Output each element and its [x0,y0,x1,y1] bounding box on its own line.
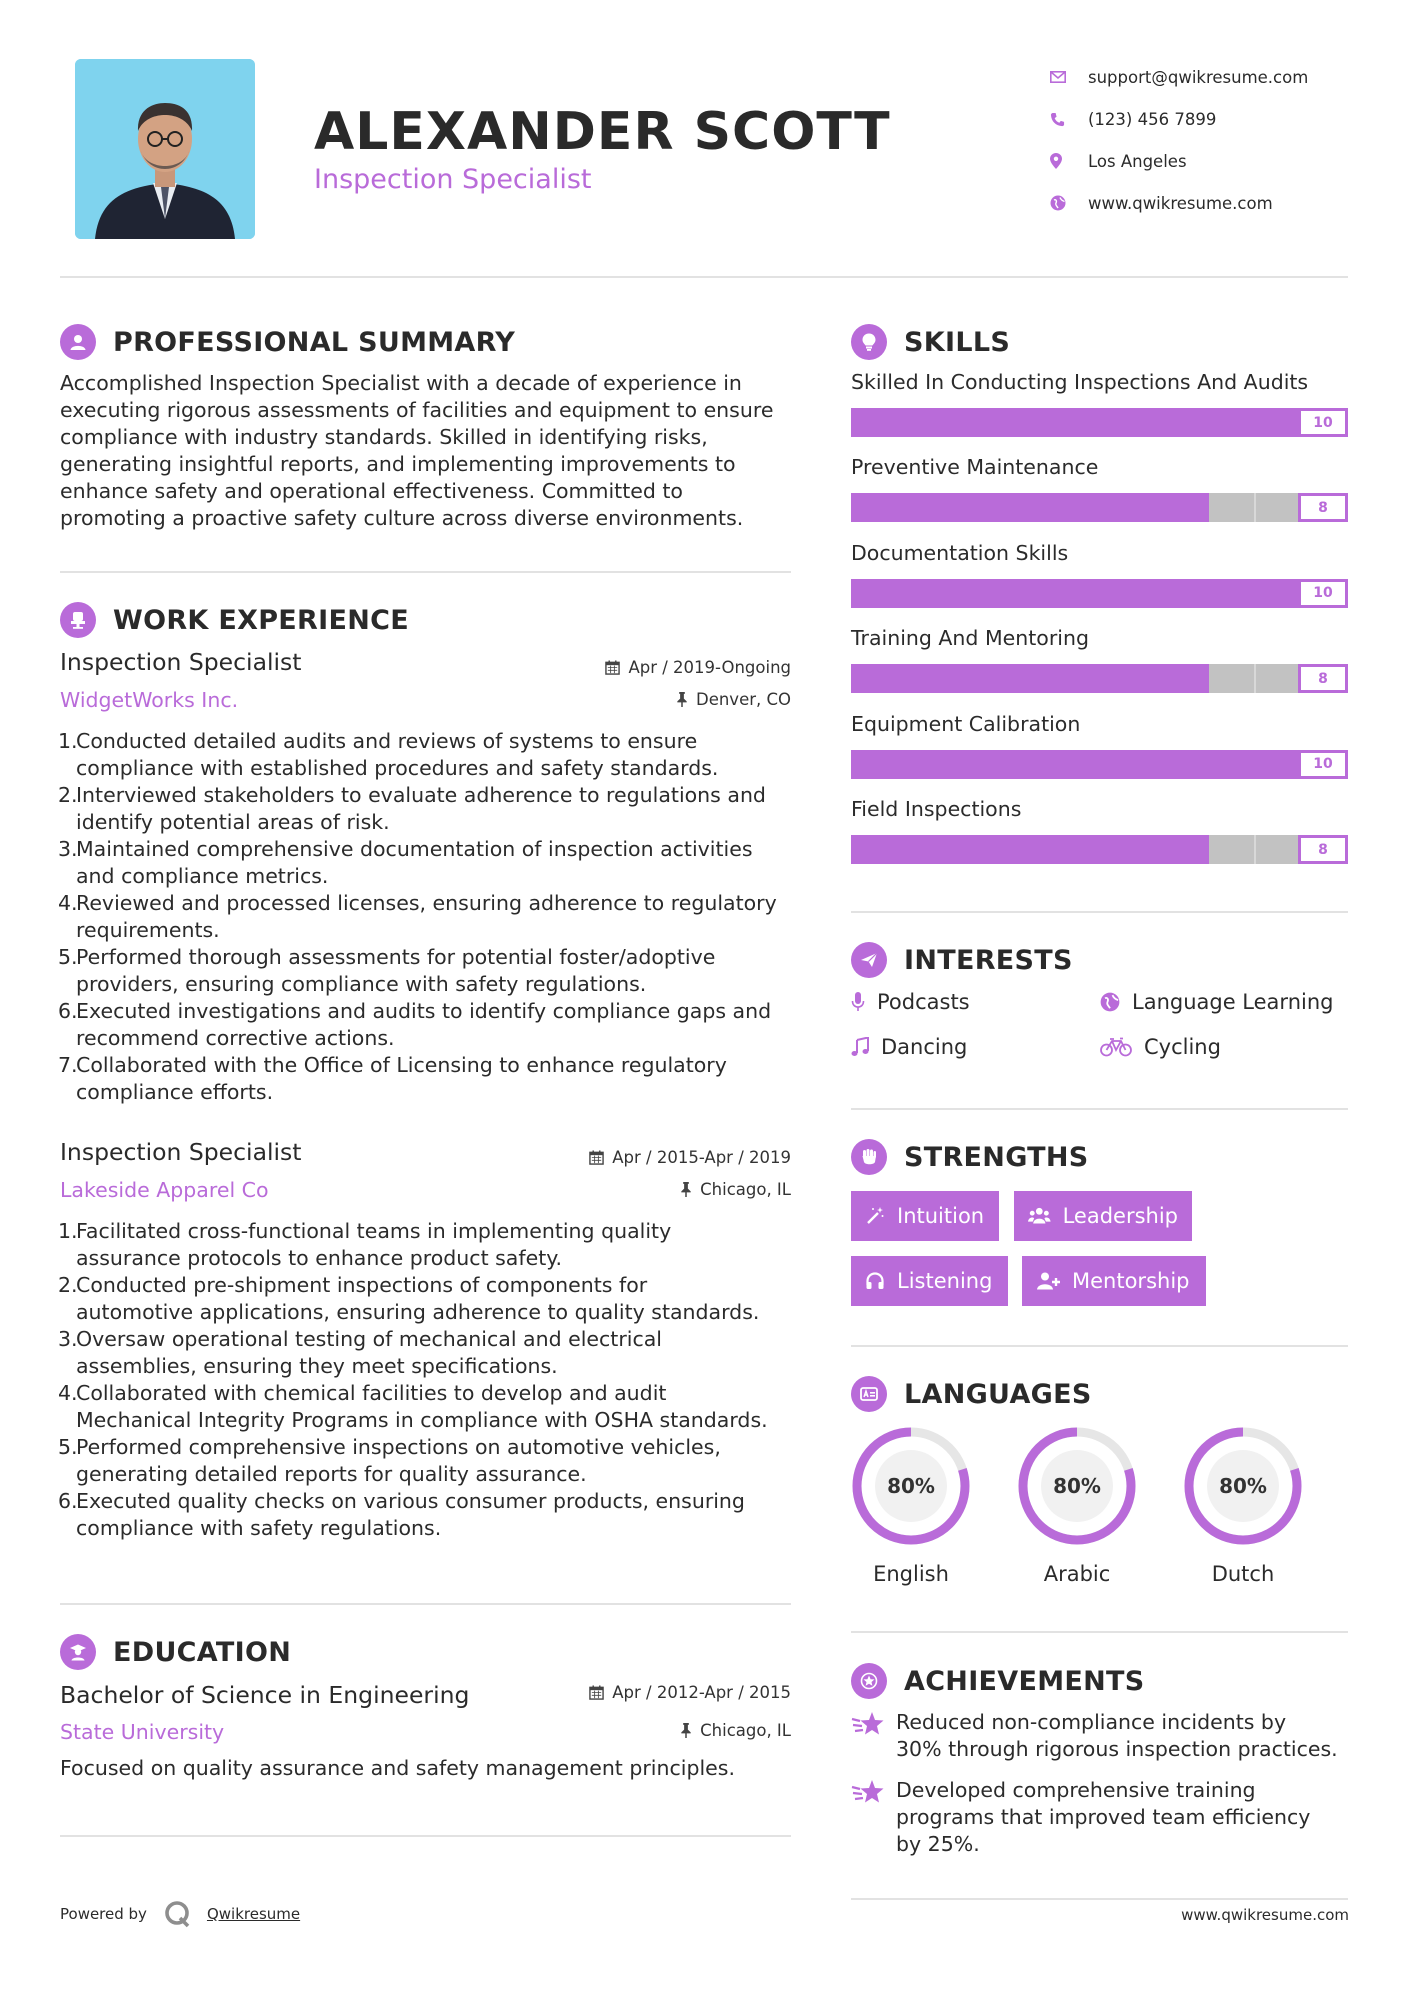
summary-line: Accomplished Inspection Specialist with a decade of experience in [60,371,742,395]
skill-name: Documentation Skills [851,540,1069,565]
interest-label: Podcasts [877,990,970,1014]
skills-heading [851,324,1010,360]
skill-bar-fill [851,750,1348,779]
job-location [676,690,791,709]
achievement-item [851,1709,1351,1763]
pushpin-icon [680,1723,692,1738]
summary-heading [60,324,515,360]
skill-name: Skilled In Conducting Inspections And Audits [851,370,1309,394]
strength-chip-mentorship [1022,1256,1206,1306]
interest-cycling [1100,1035,1221,1059]
education-divider [60,1835,791,1837]
skill-bar-fill [851,408,1348,437]
interests-divider [851,1108,1348,1110]
achievement-line: Reduced non-compliance incidents by [896,1710,1287,1734]
phone-icon [1050,112,1088,127]
languages-divider [851,1631,1348,1633]
language-name: Dutch [1211,1562,1275,1586]
strength-chip-leadership [1014,1191,1192,1241]
summary-line: enhance safety and operational effectiveness. Committed to [60,479,683,503]
skill-level-badge: 8 [1298,493,1348,522]
interest-label: Cycling [1144,1035,1221,1059]
skill-name: Preventive Maintenance [851,455,1099,480]
summary-line: promoting a proactive safety culture across diverse environments. [60,506,744,530]
person-portrait-icon [75,59,255,239]
calendar-icon [605,660,620,675]
list-item: 5. Performed thorough assessments for potential foster/adoptive providers, ensuring compliance with safety regulations. [58,945,716,996]
skill-name: Field Inspections [851,797,1022,821]
envelope-icon [1050,71,1088,83]
map-pin-icon [1050,153,1088,169]
job-date-text: Apr / 2015-Apr / 2019 [612,1148,791,1167]
header-divider [60,276,1348,278]
calendar-icon [589,1685,604,1700]
job-company: Lakeside Apparel Co [60,1178,269,1202]
fist-icon [851,1139,887,1175]
qwikresume-link[interactable]: Qwikresume [206,1905,301,1923]
skill-bar [851,408,1348,437]
microphone-icon [851,992,865,1012]
list-item: 7. Collaborated with the Office of Licensing to enhance regulatory compliance efforts. [58,1053,727,1104]
contact-phone-text: (123) 456 7899 [1088,109,1217,129]
list-item: 4. Collaborated with chemical facilities to develop and audit Mechanical Integrity Programs in compliance with OSHA standards. [58,1381,768,1432]
skills-divider [851,911,1348,913]
magic-wand-icon [865,1206,885,1226]
strength-label: Listening [897,1269,993,1293]
education-date [589,1683,791,1702]
achievements-heading-text: ACHIEVEMENTS [904,1665,1145,1697]
skills-heading-text: SKILLS [904,326,1011,358]
experience-heading-text: WORK EXPERIENCE [113,604,409,636]
user-plus-icon [1036,1271,1060,1291]
language-item [849,1424,973,1586]
skill-name: Equipment Calibration [851,711,1081,736]
strength-label: Leadership [1062,1204,1178,1228]
graduate-icon [60,1634,96,1670]
contact-website-text: www.qwikresume.com [1088,193,1273,213]
language-ring [1015,1424,1139,1548]
contact-website[interactable] [1050,182,1380,224]
strengths-heading-text: STRENGTHS [904,1141,1089,1173]
footer-powered-by [60,1899,300,1929]
globe-icon [1050,195,1088,211]
award-star-icon [851,1663,887,1699]
lightbulb-icon [851,324,887,360]
achievement-item [851,1777,1351,1858]
strengths-heading [851,1139,1089,1175]
skill-level-badge: 10 [1298,408,1348,437]
language-ring [1181,1424,1305,1548]
language-name: English [873,1562,949,1586]
contact-phone[interactable] [1050,98,1380,140]
education-heading [60,1634,291,1670]
language-name: Arabic [1043,1562,1111,1586]
shooting-star-icon [851,1779,885,1805]
job-bullets [58,1218,803,1542]
qwikresume-logo-icon [163,1899,193,1929]
calendar-icon [589,1150,604,1165]
skill-bar-segment [1254,493,1256,522]
education-date-text: Apr / 2012-Apr / 2015 [612,1683,791,1702]
list-item: 5. Performed comprehensive inspections on automotive vehicles, generating detailed reports for quality assurance. [58,1435,721,1486]
summary-line: executing rigorous assessments of facilities and equipment to ensure [60,398,774,422]
skill-name: Training And Mentoring [851,626,1089,651]
skill-bar-fill [851,493,1209,522]
list-item: 6. Executed investigations and audits to identify compliance gaps and recommend corrective actions. [58,999,772,1050]
interests-heading-text: INTERESTS [904,944,1073,976]
skill-bar [851,750,1348,779]
contact-email-text: support@qwikresume.com [1088,67,1309,87]
job-location-text: Denver, CO [695,690,791,709]
achievement-line: 30% through rigorous inspection practices. [896,1737,1338,1761]
languages-heading [851,1376,1092,1412]
skill-bar-fill [851,835,1209,864]
skill-level-badge: 8 [1298,835,1348,864]
paper-plane-icon [851,942,887,978]
education-location [680,1721,791,1740]
language-percent: 80% [1219,1474,1267,1498]
interest-dancing [851,1035,967,1059]
skill-bar [851,835,1348,864]
education-heading-text: EDUCATION [113,1636,292,1668]
bicycle-icon [1100,1037,1132,1057]
achievement-line: Developed comprehensive training [896,1778,1256,1802]
interest-language-learning [1100,990,1333,1014]
interest-label: Dancing [881,1035,968,1059]
summary-text [60,370,800,532]
language-card-icon [851,1376,887,1412]
skill-level-badge: 8 [1298,664,1348,693]
skill-bar [851,664,1348,693]
language-percent: 80% [887,1474,935,1498]
experience-divider [60,1603,791,1605]
briefcase-icon [60,602,96,638]
contact-email[interactable] [1050,56,1380,98]
job-title: Inspection Specialist [60,648,302,676]
language-item [1181,1424,1305,1586]
skill-bar-segment [1254,664,1256,693]
job-title: Inspection Specialist [60,1138,302,1166]
list-item: 3. Oversaw operational testing of mechanical and electrical assemblies, ensuring they meet specifications. [58,1327,663,1378]
achievements-divider [851,1898,1348,1900]
list-item: 1. Conducted detailed audits and reviews of systems to ensure compliance with established procedures and safety standards. [58,729,719,780]
footer-website[interactable]: www.qwikresume.com [1181,1906,1349,1924]
list-item: 2. Conducted pre-shipment inspections of components for automotive applications, ensuring adherence to quality standards. [58,1273,760,1324]
interest-label: Language Learning [1132,990,1334,1014]
skill-bar [851,493,1348,522]
job-date-text: Apr / 2019-Ongoing [628,658,791,677]
summary-divider [60,571,791,573]
globe-icon [1100,992,1120,1012]
job-location [680,1180,791,1199]
headphones-icon [865,1271,885,1291]
achievements-heading [851,1663,1145,1699]
experience-heading [60,602,409,638]
list-item: 6. Executed quality checks on various consumer products, ensuring compliance with safety regulations. [58,1489,745,1540]
job-bullets [58,728,803,1106]
achievement-line: by 25%. [896,1832,980,1856]
list-item: 3. Maintained comprehensive documentation of inspection activities and compliance metrics. [58,837,753,888]
strength-label: Intuition [897,1204,985,1228]
job-date [589,1148,791,1167]
strength-label: Mentorship [1072,1269,1190,1293]
list-item: 4. Reviewed and processed licenses, ensuring adherence to regulatory requirements. [58,891,777,942]
users-icon [1028,1206,1051,1226]
strengths-divider [851,1345,1348,1347]
strength-chip-listening [851,1256,1008,1306]
skill-level-badge: 10 [1298,579,1348,608]
candidate-name: ALEXANDER SCOTT [314,102,891,162]
job-date [605,658,791,677]
skill-bar-fill [851,664,1209,693]
contact-list [1050,56,1380,224]
shooting-star-icon [851,1711,885,1737]
contact-location-text: Los Angeles [1088,151,1187,171]
achievement-line: programs that improved team efficiency [896,1805,1311,1829]
strength-chip-intuition [851,1191,999,1241]
education-description: Focused on quality assurance and safety management principles. [60,1756,735,1780]
degree-title: Bachelor of Science in Engineering [60,1681,470,1709]
candidate-role: Inspection Specialist [314,164,592,195]
list-item: 2. Interviewed stakeholders to evaluate adherence to regulations and identify potential areas of risk. [58,783,766,834]
user-icon [60,324,96,360]
school-name: State University [60,1720,225,1744]
language-ring [849,1424,973,1548]
music-note-icon [851,1037,869,1057]
list-item: 1. Facilitated cross-functional teams in implementing quality assurance protocols to enhance product safety. [58,1219,672,1270]
skill-bar [851,579,1348,608]
interest-podcasts [851,990,970,1014]
language-percent: 80% [1053,1474,1101,1498]
powered-by-text: Powered by [60,1905,147,1923]
skill-bar-segment [1254,835,1256,864]
job-company: WidgetWorks Inc. [60,688,239,712]
profile-photo [75,59,255,239]
summary-line: generating insightful reports, and implementing improvements to [60,452,736,476]
pushpin-icon [680,1182,692,1197]
skill-level-badge: 10 [1298,750,1348,779]
job-location-text: Chicago, IL [700,1180,791,1199]
languages-heading-text: LANGUAGES [904,1378,1092,1410]
summary-line: compliance with industry standards. Skilled in identifying risks, [60,425,708,449]
pushpin-icon [676,692,688,707]
interests-heading [851,942,1073,978]
skill-bar-fill [851,579,1348,608]
education-location-text: Chicago, IL [700,1721,791,1740]
contact-location [1050,140,1380,182]
language-item [1015,1424,1139,1586]
summary-heading-text: PROFESSIONAL SUMMARY [113,326,516,358]
